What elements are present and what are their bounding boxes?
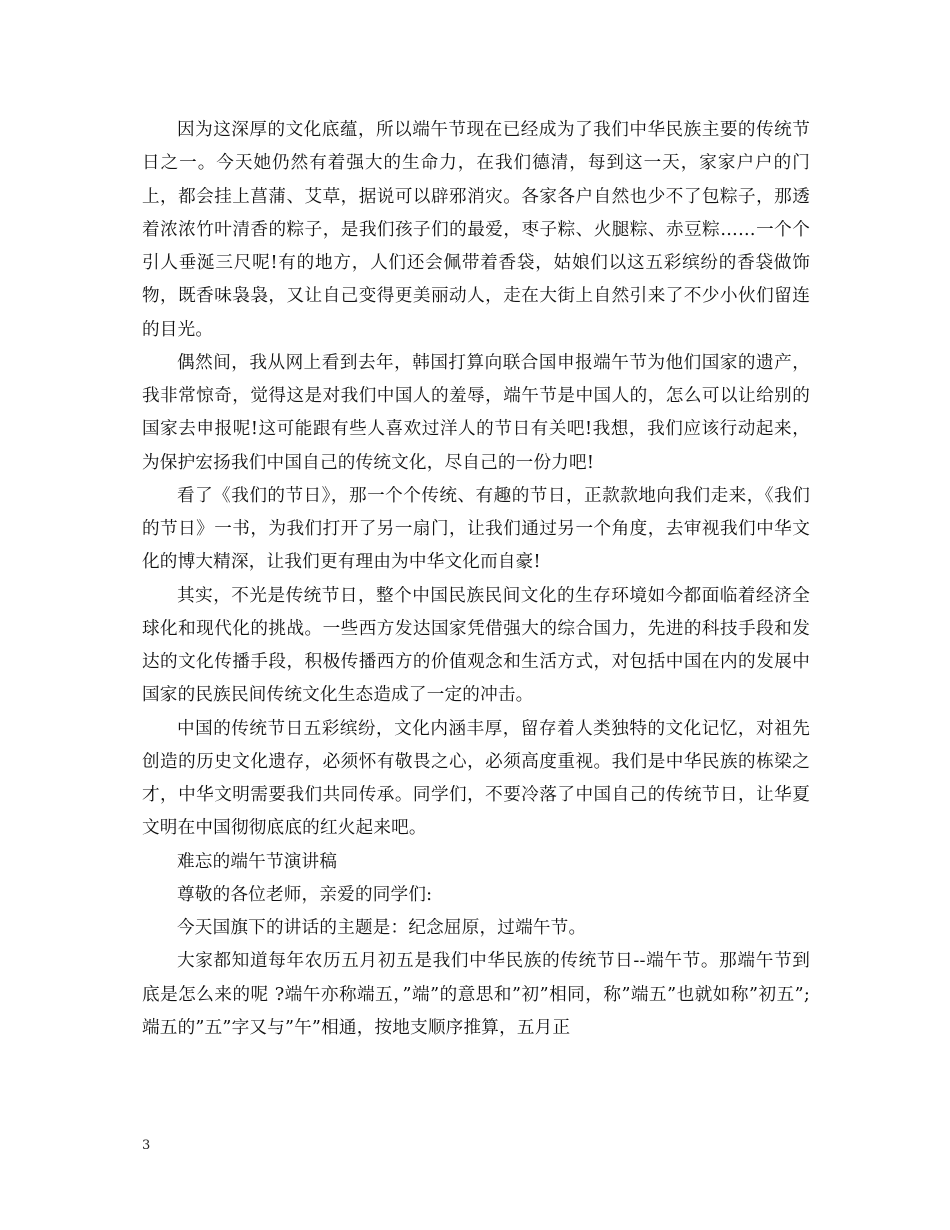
paragraph-2: 偶然间，我从网上看到去年，韩国打算向联合国申报端午节为他们国家的遗产，我非常惊奇，觉得这是对我们中国人的羞辱，端午节是中国人的，怎么可以让给别的国家去申报呢!这可能跟有些人喜欢过洋人的节日有关吧!我想，我们应该行动起来，为保护宏扬我们中国自己的传统文化，尽自己的一份力吧! [142, 352, 810, 473]
document-body [142, 114, 810, 1045]
paragraph-5: 中国的传统节日五彩缤纷，文化内涵丰厚，留存着人类独特的文化记忆，对祖先创造的历史文化遗存，必须怀有敬畏之心，必须高度重视。我们是中华民族的栋梁之才，中华文明需要我们共同传承。同学们，不要冷落了中国自己的传统节日，让华夏文明在中国彻彻底底的红火起来吧。 [142, 718, 810, 839]
salutation: 尊敬的各位老师，亲爱的同学们: [177, 884, 433, 905]
page-number: 3 [142, 1138, 151, 1153]
topic-line: 今天国旗下的讲话的主题是：纪念屈原，过端午节。 [177, 918, 587, 938]
section-title: 难忘的端午节演讲稿 [177, 851, 338, 872]
paragraph-4: 其实，不光是传统节日，整个中国民族民间文化的生存环境如今都面临着经济全球化和现代化的挑战。一些西方发达国家凭借强大的综合国力，先进的科技手段和发达的文化传播手段，积极传播西方的价值观念和生活方式，对包括中国在内的发展中国家的民族民间传统文化生态造成了一定的冲击。 [142, 585, 810, 706]
paragraph-1: 因为这深厚的文化底蕴，所以端午节现在已经成为了我们中华民族主要的传统节日之一。今天她仍然有着强大的生命力，在我们德清，每到这一天，家家户户的门上，都会挂上菖蒲、艾草，据说可以辟邪消灾。各家各户自然也少不了包粽子，那透着浓浓竹叶清香的粽子，是我们孩子们的最爱，枣子粽、火腿粽、赤豆粽……一个个引人垂涎三尺呢!有的地方，人们还会佩带着香袋，姑娘们以这五彩缤纷的香袋做饰物，既香味袅袅，又让自己变得更美丽动人，走在大街上自然引来了不少小伙们留连的目光。 [142, 120, 810, 340]
paragraph-9: 大家都知道每年农历五月初五是我们中华民族的传统节日--端午节。那端午节到底是怎么来的呢 ?端午亦称端五，”端”的意思和”初”相同，称”端五”也就如称”初五”;端五的”五”字又与”午”相通，按地支顺序推算，五月正 [142, 951, 810, 1038]
paragraph-3: 看了《我们的节日》，那一个个传统、有趣的节日，正款款地向我们走来，《我们的节日》一书，为我们打开了另一扇门，让我们通过另一个角度，去审视我们中华文化的博大精深，让我们更有理由为中华文化而自豪! [142, 485, 810, 573]
